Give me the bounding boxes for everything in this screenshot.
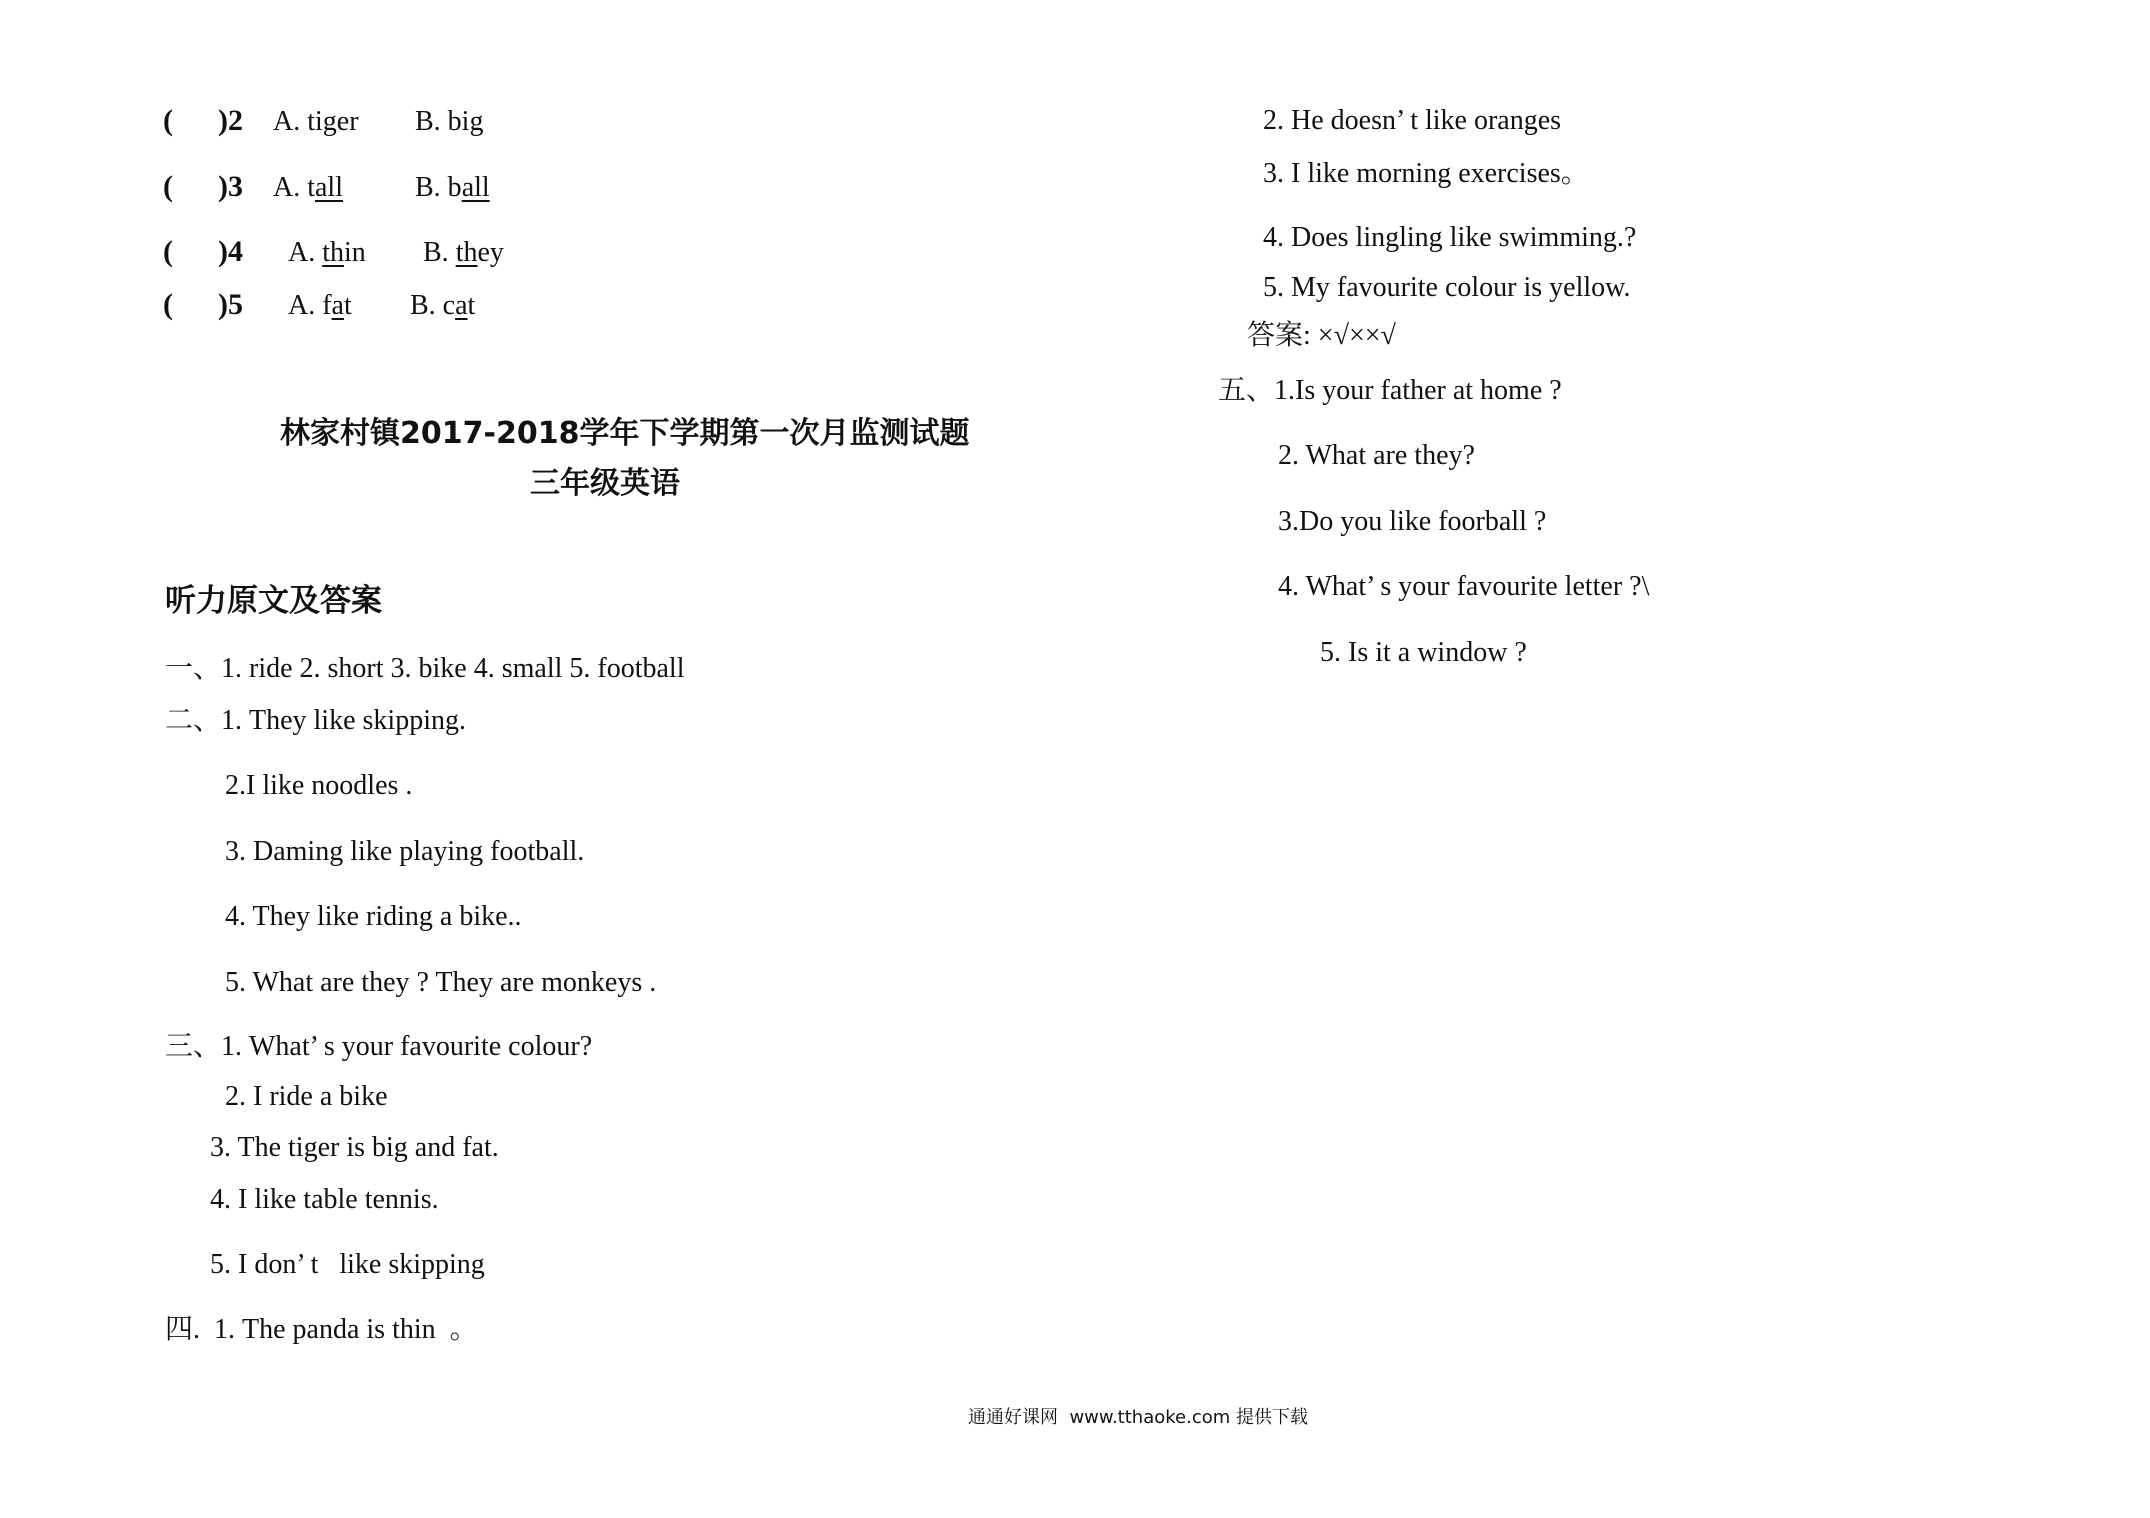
option-a: A. tiger [273, 106, 359, 137]
exam-subtitle: 三年级英语 [530, 466, 680, 501]
transcript-line: 2. He doesn’ t like oranges [1263, 105, 1562, 136]
option-a: A. fat [288, 290, 352, 321]
transcript-line: 2.I like noodles . [225, 770, 413, 801]
question-number: )2 [218, 104, 243, 137]
transcript-line: 3. Daming like playing football. [225, 836, 585, 867]
transcript-line: 5. I don’ t like skipping [210, 1249, 485, 1280]
transcript-line: 4. What’ s your favourite letter ?\ [1278, 571, 1650, 602]
transcript-line: 三、1. What’ s your favourite colour? [165, 1031, 593, 1062]
option-a: A. tall [273, 172, 343, 203]
answer-paren: ( [163, 170, 173, 203]
transcript-line: 4. They like riding a bike.. [225, 901, 522, 932]
section-heading: 听力原文及答案 [165, 583, 382, 619]
answer-paren: ( [163, 104, 173, 137]
question-number: )4 [218, 235, 243, 268]
answer-paren: ( [163, 288, 173, 321]
option-b: B. cat [410, 290, 476, 321]
option-b: B. they [423, 237, 504, 268]
transcript-line: 3. I like morning exercises。 [1263, 158, 1589, 189]
transcript-line: 5. My favourite colour is yellow. [1263, 272, 1631, 303]
transcript-line: 3. The tiger is big and fat. [210, 1132, 499, 1163]
transcript-line: 3.Do you like foorball ? [1278, 506, 1547, 537]
option-b: B. ball [415, 172, 490, 203]
transcript-line: 2. What are they? [1278, 440, 1475, 471]
footer-source: 通通好课网 www.tthaoke.com 提供下载 [968, 1407, 1308, 1428]
question-number: )3 [218, 170, 243, 203]
transcript-line: 4. I like table tennis. [210, 1184, 439, 1215]
answer-paren: ( [163, 235, 173, 268]
transcript-line: 2. I ride a bike [225, 1081, 388, 1112]
transcript-line: 一、1. ride 2. short 3. bike 4. small 5. football [165, 653, 685, 684]
transcript-line: 四. 1. The panda is thin 。 [165, 1314, 478, 1345]
answer-key: 答案: ×√××√ [1247, 320, 1396, 351]
transcript-line: 4. Does lingling like swimming.? [1263, 222, 1637, 253]
transcript-line: 二、1. They like skipping. [165, 705, 466, 736]
option-b: B. big [415, 106, 484, 137]
transcript-line: 5. Is it a window ? [1320, 637, 1527, 668]
option-a: A. thin [288, 237, 366, 268]
transcript-line: 5. What are they ? They are monkeys . [225, 967, 657, 998]
exam-title: 林家村镇2017-2018学年下学期第一次月监测试题 [280, 416, 970, 451]
transcript-line: 五、1.Is your father at home ? [1218, 375, 1562, 406]
question-number: )5 [218, 288, 243, 321]
